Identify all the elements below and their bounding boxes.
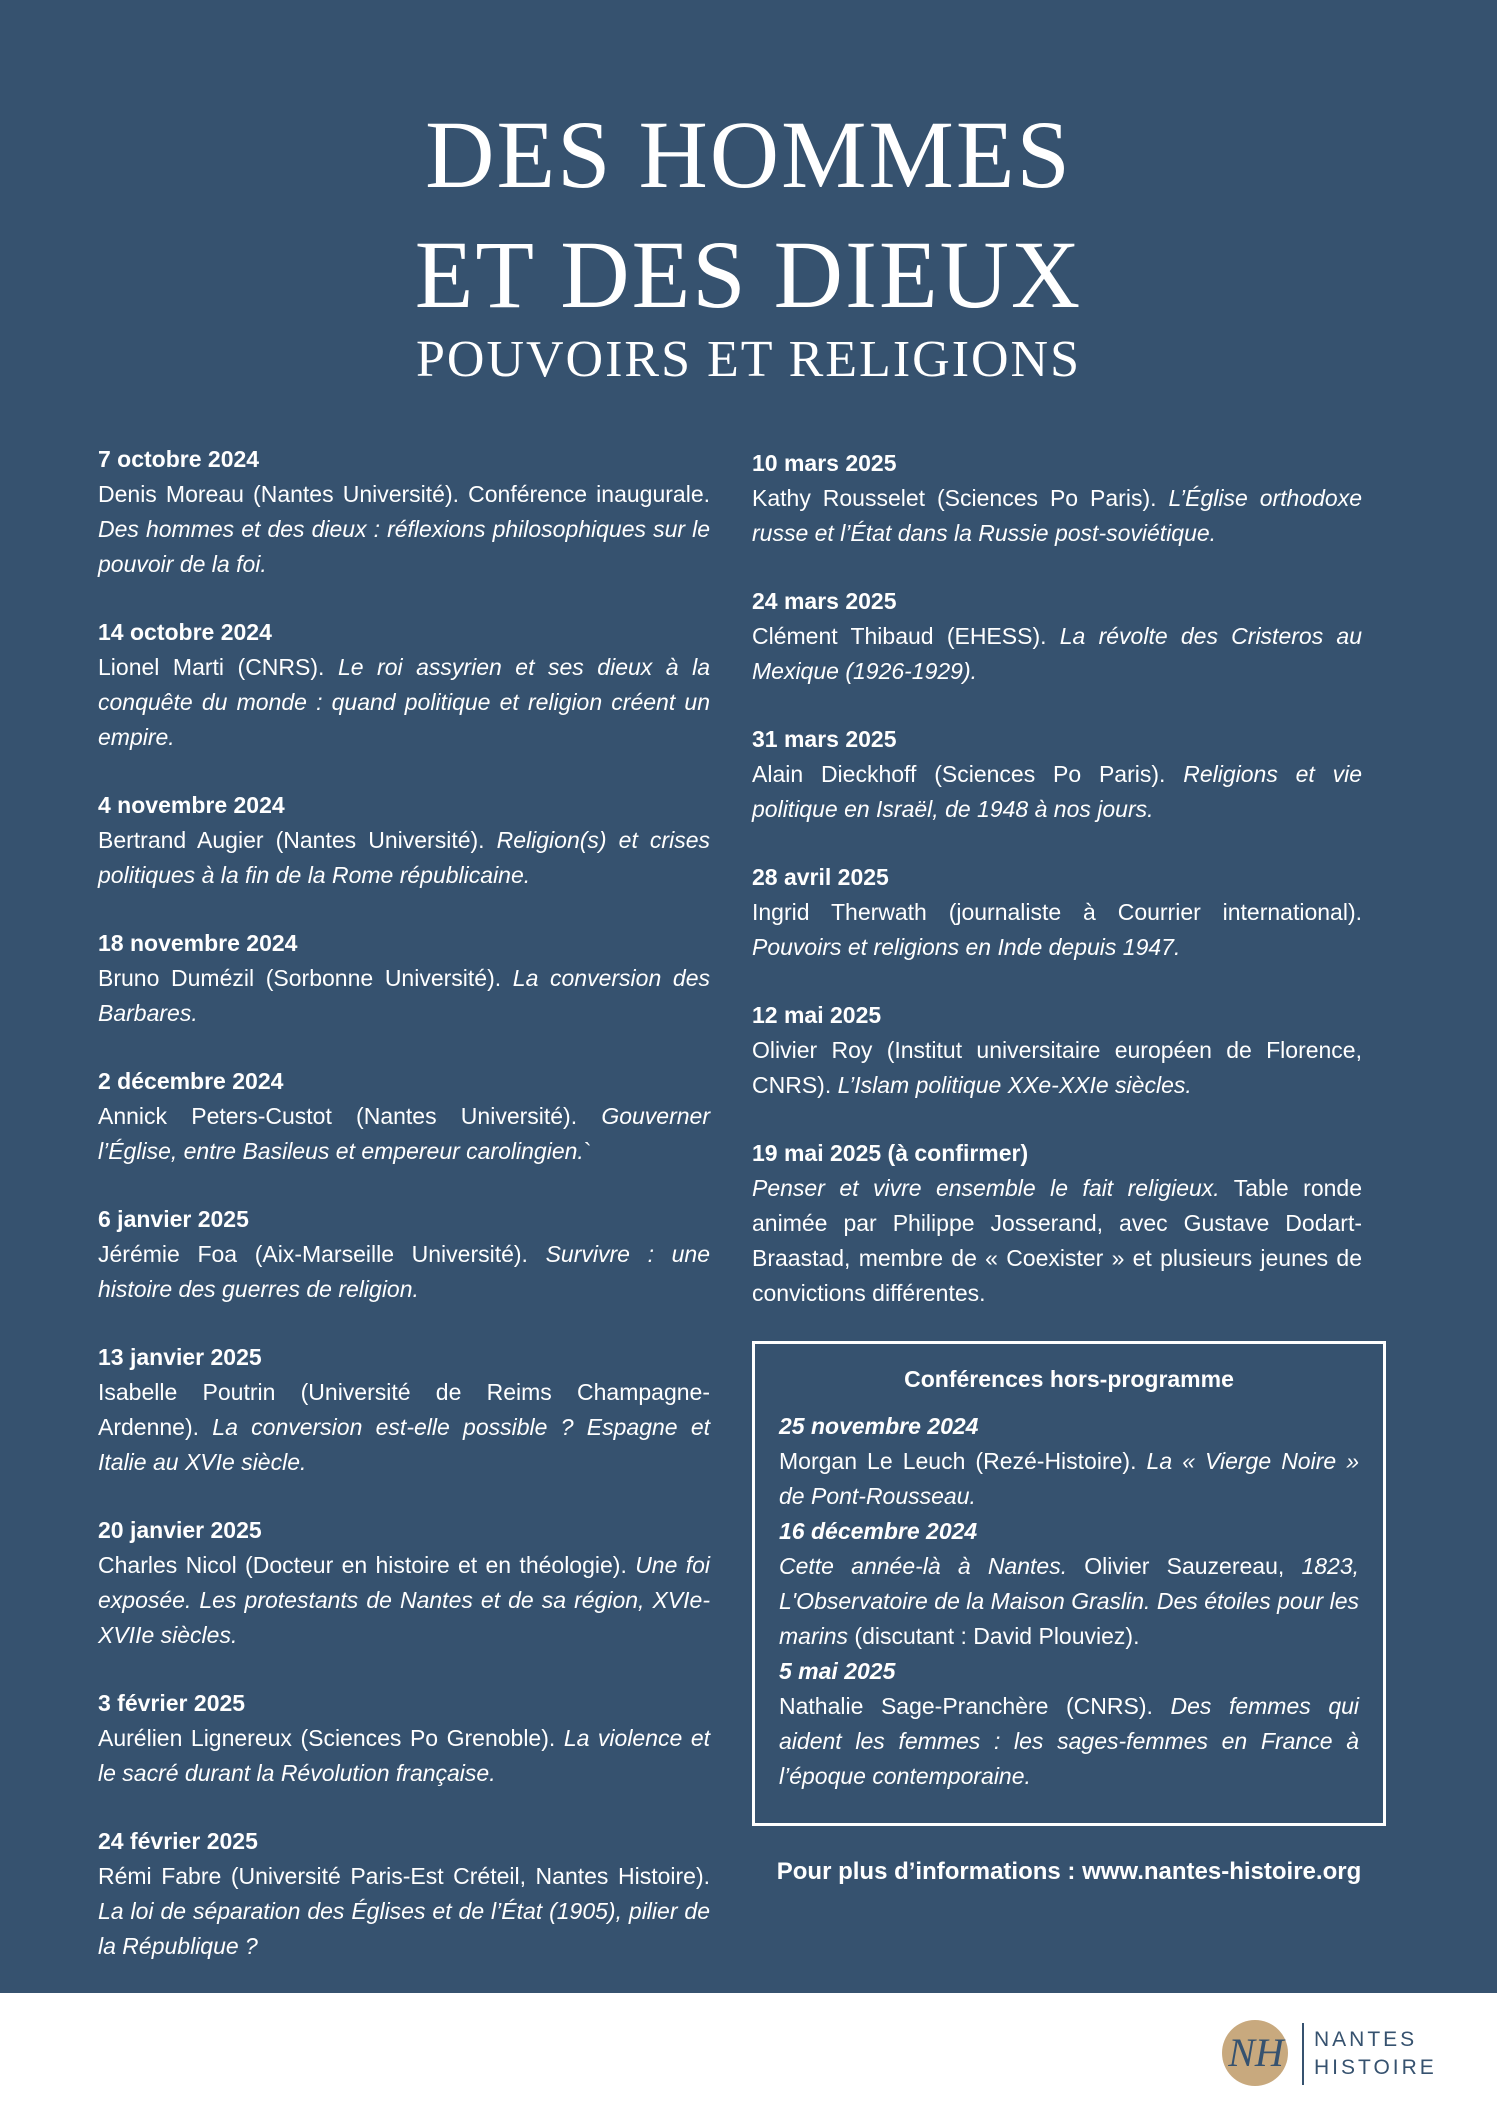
conference-speaker: Bruno Dumézil (Sorbonne Université). xyxy=(98,965,502,991)
logo-line-2: HISTOIRE xyxy=(1314,2056,1437,2079)
hors-programme-date: 25 novembre 2024 xyxy=(779,1413,979,1439)
conference-speaker: Aurélien Lignereux (Sciences Po Grenoble). xyxy=(98,1725,556,1751)
hors-programme-title: La « Vierge Noire » de Pont-Rousseau. xyxy=(779,1448,1360,1509)
logo-text xyxy=(1314,2026,1437,2082)
conference-entry xyxy=(752,446,1362,551)
conference-entry xyxy=(98,1064,710,1169)
conference-date: 31 mars 2025 xyxy=(752,726,897,752)
title-line-2: ET DES DIEUX xyxy=(414,221,1083,328)
left-column xyxy=(98,442,710,1997)
conference-entry xyxy=(98,1340,710,1480)
right-column xyxy=(752,446,1362,1344)
conference-title: La conversion est-elle possible ? Espagne et Italie au XVIe siècle. xyxy=(98,1414,711,1475)
conference-title: Le roi assyrien et ses dieux à la conquête du monde : quand politique et religion créent un empire. xyxy=(98,654,711,750)
conference-title: Pouvoirs et religions en Inde depuis 1947. xyxy=(752,934,1181,960)
conference-entry xyxy=(752,722,1362,827)
conference-date: 24 mars 2025 xyxy=(752,588,897,614)
conference-title: Penser et vivre ensemble le fait religieux. xyxy=(752,1175,1220,1201)
hors-programme-title: 1823, L'Observatoire de la Maison Graslin. Des étoiles pour les marins xyxy=(779,1553,1360,1649)
conference-title: Survivre : une histoire des guerres de religion. xyxy=(98,1241,710,1302)
conference-title: La conversion des Barbares. xyxy=(98,965,710,1026)
hors-programme-speaker: Morgan Le Leuch (Rezé-Histoire). xyxy=(779,1448,1137,1474)
conference-date: 10 mars 2025 xyxy=(752,450,897,476)
conference-speaker: Olivier Roy (Institut universitaire européen de Florence, CNRS). xyxy=(752,1037,1362,1098)
subtitle: POUVOIRS ET RELIGIONS xyxy=(415,331,1082,388)
conference-speaker: Rémi Fabre (Université Paris-Est Créteil, Nantes Histoire). xyxy=(98,1863,710,1889)
conference-title: La violence et le sacré durant la Révolution française. xyxy=(98,1725,711,1786)
conference-suffix: ` xyxy=(583,1138,592,1164)
conference-title: Des hommes et des dieux : réflexions philosophiques sur le pouvoir de la foi. xyxy=(98,516,710,577)
conference-description: Table ronde animée par Philippe Josserand, avec Gustave Dodart-Braastad, membre de « Coexister » et plusieurs jeunes de convictions différentes. xyxy=(752,1175,1362,1306)
hors-programme-title: Cette année-là à Nantes. xyxy=(779,1553,1068,1579)
title-line-1: DES HOMMES xyxy=(425,101,1072,208)
conference-entry xyxy=(98,926,710,1031)
conference-date: 28 avril 2025 xyxy=(752,864,889,890)
conference-entry xyxy=(752,1136,1362,1311)
conference-entry xyxy=(98,1513,710,1653)
logo-line-1: NANTES xyxy=(1314,2028,1418,2051)
conference-speaker: Ingrid Therwath (journaliste à Courrier international). xyxy=(752,899,1362,925)
conference-speaker: Lionel Marti (CNRS). xyxy=(98,654,325,680)
conference-entry xyxy=(98,1202,710,1307)
conference-speaker: Denis Moreau (Nantes Université). Conférence inaugurale. xyxy=(98,481,710,507)
conference-date: 18 novembre 2024 xyxy=(98,930,298,956)
hors-programme-date: 5 mai 2025 xyxy=(779,1658,896,1684)
hors-programme-speaker: Nathalie Sage-Pranchère (CNRS). xyxy=(779,1693,1153,1719)
conference-entry xyxy=(98,442,710,582)
conference-title: La loi de séparation des Églises et de l’État (1905), pilier de la République ? xyxy=(98,1898,710,1959)
conference-date: 12 mai 2025 xyxy=(752,1002,882,1028)
hors-programme-title: Des femmes qui aident les femmes : les sages-femmes en France à l’époque contemporaine. xyxy=(779,1693,1360,1789)
conference-speaker: Jérémie Foa (Aix-Marseille Université). xyxy=(98,1241,528,1267)
conference-date: 20 janvier 2025 xyxy=(98,1517,262,1543)
conference-entry xyxy=(752,998,1362,1103)
hors-programme-speaker: Olivier Sauzereau, xyxy=(1084,1553,1285,1579)
conference-date: 4 novembre 2024 xyxy=(98,792,285,818)
conference-entry xyxy=(98,788,710,893)
hors-programme-box xyxy=(752,1341,1386,1826)
conference-date: 19 mai 2025 (à confirmer) xyxy=(752,1140,1029,1166)
conference-title: L’Islam politique XXe-XXIe siècles. xyxy=(837,1072,1192,1098)
hors-programme-heading: Conférences hors-programme xyxy=(904,1366,1234,1392)
conference-date: 6 janvier 2025 xyxy=(98,1206,249,1232)
conference-title: L’Église orthodoxe russe et l’État dans la Russie post-soviétique. xyxy=(752,485,1363,546)
conference-date: 24 février 2025 xyxy=(98,1828,258,1854)
conference-date: 7 octobre 2024 xyxy=(98,446,260,472)
conference-title: Gouverner l’Église, entre Basileus et empereur carolingien. xyxy=(98,1103,710,1164)
conference-date: 3 février 2025 xyxy=(98,1690,246,1716)
conference-speaker: Clément Thibaud (EHESS). xyxy=(752,623,1047,649)
conference-speaker: Annick Peters-Custot (Nantes Université). xyxy=(98,1103,578,1129)
conference-speaker: Bertrand Augier (Nantes Université). xyxy=(98,827,485,853)
conference-entry xyxy=(98,1686,710,1791)
conference-speaker: Alain Dieckhoff (Sciences Po Paris). xyxy=(752,761,1166,787)
logo-divider xyxy=(1302,2023,1304,2085)
conference-speaker: Isabelle Poutrin (Université de Reims Champagne-Ardenne). xyxy=(98,1379,710,1440)
conference-speaker: Charles Nicol (Docteur en histoire et en théologie). xyxy=(98,1552,627,1578)
hors-programme-note: (discutant : David Plouviez). xyxy=(854,1623,1140,1649)
conference-entry xyxy=(98,1824,710,1964)
conference-title: Religion(s) et crises politiques à la fin de la Rome républicaine. xyxy=(98,827,710,888)
conference-entry xyxy=(752,860,1362,965)
nantes-histoire-logo xyxy=(1222,2020,1462,2080)
conference-date: 14 octobre 2024 xyxy=(98,619,272,645)
more-info: Pour plus d’informations : www.nantes-histoire.org xyxy=(776,1858,1362,1885)
conference-entry xyxy=(98,615,710,755)
conference-date: 13 janvier 2025 xyxy=(98,1344,262,1370)
logo-monogram: NH xyxy=(1228,2030,1284,2075)
conference-date: 2 décembre 2024 xyxy=(98,1068,284,1094)
conference-title: La révolte des Cristeros au Mexique (1926-1929). xyxy=(752,623,1363,684)
conference-title: Une foi exposée. Les protestants de Nantes et de sa région, XVIe-XVIIe siècles. xyxy=(98,1552,711,1648)
conference-title: Religions et vie politique en Israël, de 1948 à nos jours. xyxy=(752,761,1363,822)
conference-entry xyxy=(752,584,1362,689)
conference-speaker: Kathy Rousselet (Sciences Po Paris). xyxy=(752,485,1157,511)
hors-programme-date: 16 décembre 2024 xyxy=(779,1518,978,1544)
